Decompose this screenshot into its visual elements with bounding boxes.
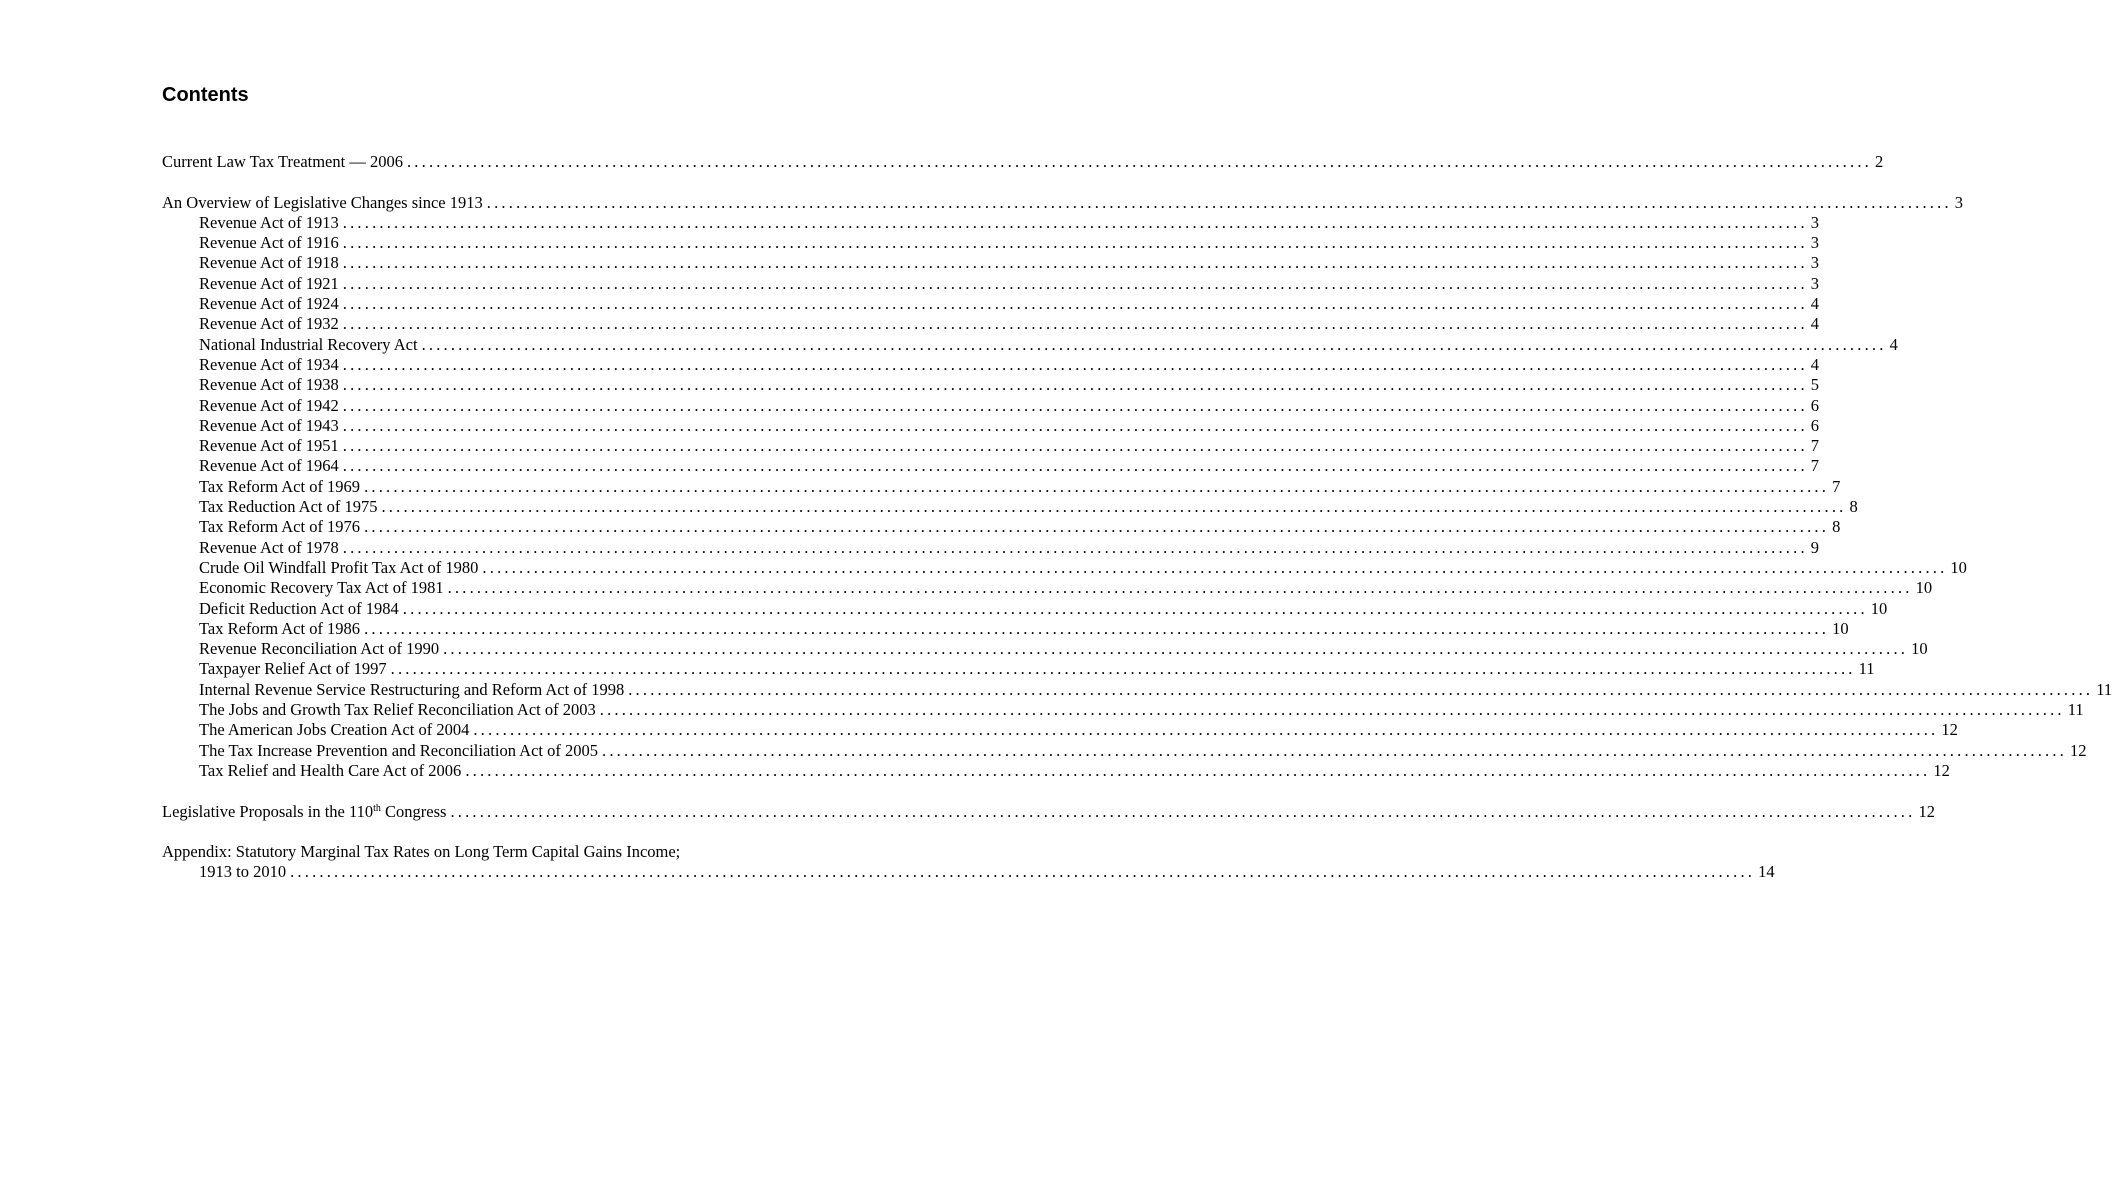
dot-leader: ........................................................................................................................................................................................................ (421, 334, 1887, 354)
dot-leader: ........................................................................................................................................................................................................ (381, 497, 1847, 517)
toc-entry-title: Taxpayer Relief Act of 1997 (199, 659, 387, 679)
toc-entry-title: Deficit Reduction Act of 1984 (199, 598, 399, 618)
dot-leader: ........................................................................................................................................................................................................ (364, 517, 1830, 537)
toc-entry-title: Tax Reform Act of 1969 (199, 476, 361, 496)
toc-entry-page: 2 (1874, 152, 1884, 171)
toc-subentry[interactable] (162, 456, 1820, 476)
toc-entry-proposals[interactable] (162, 801, 1935, 822)
dot-leader: ........................................................................................................................................................................................................ (342, 294, 1808, 314)
toc-entry-page: 10 (1911, 639, 1928, 659)
toc-entry-title: Revenue Act of 1918 (199, 253, 339, 273)
toc-entry-page: 12 (1918, 801, 1935, 821)
toc-entry-page: 12 (1941, 720, 1958, 740)
dot-leader: ........................................................................................................................................................................................................ (473, 720, 1939, 740)
toc-entry-page: 6 (1810, 415, 1820, 435)
dot-leader: ........................................................................................................................................................................................................ (602, 740, 2067, 760)
dot-leader: ........................................................................................................................................................................................................ (443, 639, 1909, 659)
dot-leader: ........................................................................................................................................................................................................ (290, 862, 1756, 882)
toc-entry-title: Current Law Tax Treatment — 2006 (162, 152, 403, 171)
toc-entry-page: 7 (1810, 436, 1820, 456)
toc-subentry[interactable] (162, 497, 1858, 517)
toc-subentry[interactable] (162, 314, 1820, 334)
section-gap (162, 172, 758, 192)
toc-entry-page: 12 (1933, 760, 1950, 780)
proposals-title-prefix: Legislative Proposals in the 110 (162, 801, 374, 821)
toc-subentry[interactable] (162, 659, 1875, 679)
toc-subentry[interactable] (162, 436, 1820, 456)
dot-leader: ........................................................................................................................................................................................................ (342, 436, 1808, 456)
toc-entry-page: 3 (1810, 233, 1820, 253)
toc-entry-page: 11 (2096, 679, 2112, 699)
dot-leader: ........................................................................................................................................................................................................ (364, 476, 1830, 496)
toc-entry-appendix[interactable] (162, 842, 1775, 883)
toc-subentry[interactable] (162, 273, 1820, 294)
toc-entry-page: 7 (1832, 476, 1841, 496)
toc-subentry[interactable] (162, 233, 1820, 253)
toc-entry-title: Revenue Act of 1942 (199, 395, 339, 415)
toc-subentry[interactable] (162, 740, 2087, 761)
dot-leader: ........................................................................................................................................................................................................ (342, 212, 1808, 232)
toc-entry-title: Revenue Act of 1943 (199, 415, 339, 435)
toc-entry-title: The Jobs and Growth Tax Relief Reconciliation Act of 2003 (199, 700, 596, 720)
toc-entry-page: 10 (1870, 598, 1888, 618)
toc-subentry[interactable] (162, 537, 1820, 558)
toc-entry-page: 11 (2067, 700, 2084, 720)
dot-leader: ........................................................................................................................................................................................................ (342, 537, 1808, 557)
dot-leader: ........................................................................................................................................................................................................ (486, 192, 1952, 212)
toc-entry-title: Revenue Act of 1916 (199, 233, 339, 253)
toc-entry-title: Tax Reduction Act of 1975 (199, 497, 378, 517)
toc-subentry[interactable] (162, 720, 1958, 740)
toc-entry-page: 8 (1849, 497, 1858, 517)
dot-leader: ........................................................................................................................................................................................................ (447, 578, 1913, 598)
toc-entry-title: Revenue Act of 1978 (199, 537, 339, 557)
appendix-title-line-1: Appendix: Statutory Marginal Tax Rates on Long Term Capital Gains Income; (162, 842, 681, 862)
dot-leader: ........................................................................................................................................................................................................ (342, 273, 1808, 293)
dot-leader: ........................................................................................................................................................................................................ (342, 253, 1808, 273)
toc-entry-title (162, 802, 450, 822)
toc-subentry[interactable] (162, 354, 1820, 375)
toc-entry-page: 10 (1950, 557, 1967, 577)
toc-entry-title: Revenue Act of 1951 (199, 436, 339, 456)
appendix-title-line-2 (162, 862, 1775, 882)
toc-entry-current-law[interactable] (162, 152, 1884, 172)
toc-entry-title: Tax Relief and Health Care Act of 2006 (199, 760, 462, 780)
toc-subentry[interactable] (162, 476, 1841, 497)
toc-entry-title: Crude Oil Windfall Profit Tax Act of 1980 (199, 557, 479, 577)
dot-leader: ........................................................................................................................................................................................................ (482, 557, 1948, 577)
toc-entry-page: 3 (1810, 212, 1820, 232)
toc-entry-page: 9 (1810, 537, 1820, 557)
dot-leader: ........................................................................................................................................................................................................ (342, 354, 1808, 374)
toc-entry-page: 3 (1810, 253, 1820, 273)
toc-subentry[interactable] (162, 700, 2084, 720)
dot-leader: ........................................................................................................................................................................................................ (450, 801, 1916, 821)
toc-entry-title: Revenue Act of 1924 (199, 294, 339, 314)
dot-leader: ........................................................................................................................................................................................................ (342, 395, 1808, 415)
dot-leader: ........................................................................................................................................................................................................ (364, 618, 1830, 638)
page-title: Contents (162, 84, 249, 106)
dot-leader: ........................................................................................................................................................................................................ (402, 598, 1868, 618)
toc-entry-page: 10 (1915, 578, 1933, 598)
toc-entry-page: 3 (1954, 192, 1964, 212)
toc-subentry[interactable] (162, 598, 1888, 619)
dot-leader: ........................................................................................................................................................................................................ (628, 679, 2094, 699)
toc-entry-page: 5 (1810, 375, 1820, 395)
dot-leader: ........................................................................................................................................................................................................ (342, 415, 1808, 435)
toc-subentry[interactable] (162, 517, 1841, 537)
toc-entry-title: Economic Recovery Tax Act of 1981 (199, 578, 444, 598)
dot-leader: ........................................................................................................................................................................................................ (342, 314, 1808, 334)
section-gap (162, 781, 758, 801)
toc-entry-page: 8 (1832, 517, 1841, 537)
toc-subentry[interactable] (162, 294, 1820, 314)
toc-entry-page: 7 (1810, 456, 1820, 476)
toc-entry-page: 6 (1810, 395, 1820, 415)
toc-entry-title: Tax Reform Act of 1976 (199, 517, 361, 537)
toc-entry-page: 4 (1810, 294, 1820, 314)
toc-subentry[interactable] (162, 212, 1820, 233)
toc-entry-page: 3 (1810, 273, 1820, 293)
dot-leader: ........................................................................................................................................................................................................ (390, 659, 1856, 679)
toc-entry-page: 10 (1832, 618, 1849, 638)
contents-page (162, 82, 2112, 883)
toc-subentry[interactable] (162, 253, 1820, 273)
toc-entry-title: Revenue Reconciliation Act of 1990 (199, 639, 440, 659)
dot-leader: ........................................................................................................................................................................................................ (342, 375, 1808, 395)
toc-entry-title: 1913 to 2010 (199, 862, 287, 882)
dot-leader: ........................................................................................................................................................................................................ (342, 233, 1808, 253)
toc-subsection-list (162, 212, 2112, 781)
ordinal-suffix: th (373, 802, 381, 814)
toc-entry-title: The Tax Increase Prevention and Reconciliation Act of 2005 (199, 740, 598, 760)
proposals-title-suffix: Congress (380, 801, 447, 821)
toc-subentry[interactable] (162, 557, 1967, 578)
toc-entry-title: The American Jobs Creation Act of 2004 (199, 720, 470, 740)
toc-entry-title: Revenue Act of 1964 (199, 456, 339, 476)
toc-entry-page: 12 (2070, 740, 2087, 760)
toc-entry-title: Internal Revenue Service Restructuring and Reform Act of 1998 (199, 679, 625, 699)
toc-entry-title: National Industrial Recovery Act (199, 334, 418, 354)
toc-subentry[interactable] (162, 578, 1933, 598)
dot-leader: ........................................................................................................................................................................................................ (465, 760, 1931, 780)
table-of-contents (162, 152, 2112, 883)
toc-entry-page: 4 (1810, 314, 1820, 334)
toc-subentry[interactable] (162, 395, 1820, 416)
toc-entry-title: Revenue Act of 1934 (199, 354, 339, 374)
toc-entry-title: Revenue Act of 1921 (199, 273, 339, 293)
toc-subentry[interactable] (162, 334, 1898, 355)
toc-subentry[interactable] (162, 679, 2112, 700)
toc-subentry[interactable] (162, 375, 1820, 395)
toc-entry-title: An Overview of Legislative Changes since 1913 (162, 192, 483, 212)
toc-entry-page: 4 (1889, 334, 1898, 354)
toc-subentry[interactable] (162, 415, 1820, 436)
dot-leader: ........................................................................................................................................................................................................ (342, 456, 1808, 476)
toc-entry-title: Tax Reform Act of 1986 (199, 618, 361, 638)
toc-entry-title: Revenue Act of 1913 (199, 212, 339, 232)
toc-subentry[interactable] (162, 639, 1928, 659)
section-gap (162, 822, 758, 842)
toc-entry-page: 14 (1758, 862, 1775, 882)
toc-entry-overview[interactable] (162, 192, 1964, 213)
dot-leader: ........................................................................................................................................................................................................ (406, 152, 1872, 171)
toc-entry-page: 4 (1810, 354, 1820, 374)
dot-leader: ........................................................................................................................................................................................................ (599, 700, 2065, 720)
toc-entry-page: 11 (1858, 659, 1875, 679)
toc-entry-title: Revenue Act of 1938 (199, 375, 339, 395)
toc-subentry[interactable] (162, 618, 1849, 639)
toc-subentry[interactable] (162, 760, 1950, 781)
toc-entry-title: Revenue Act of 1932 (199, 314, 339, 334)
